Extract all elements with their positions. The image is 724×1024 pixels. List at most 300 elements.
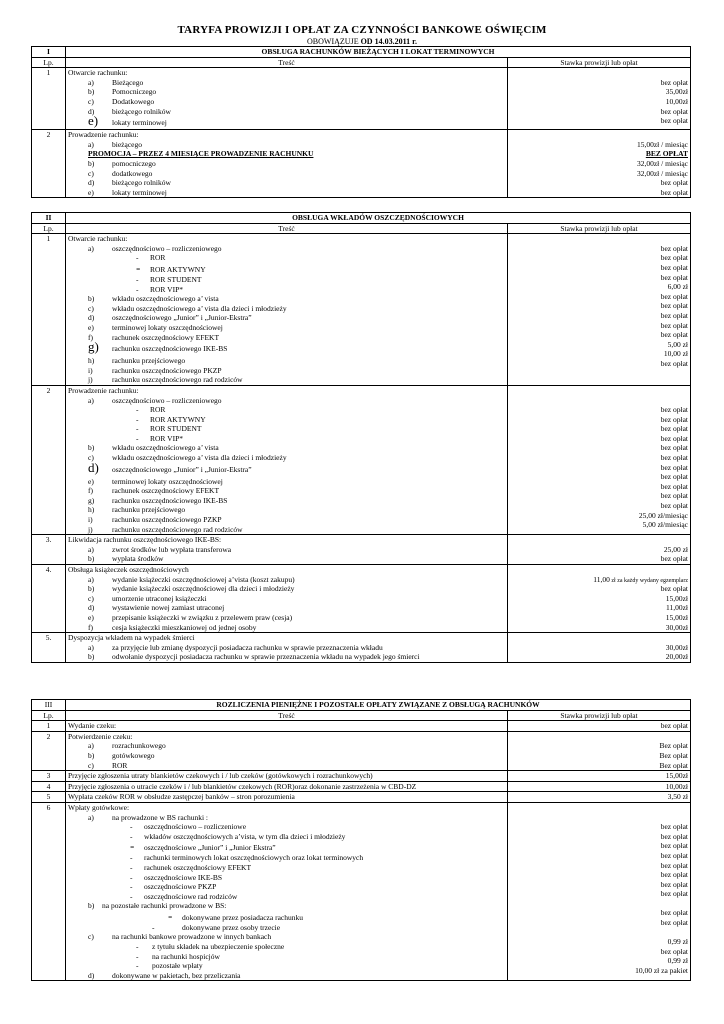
text-cell: c) <box>88 168 94 178</box>
text-cell: bez opłat <box>660 106 688 116</box>
text-cell: 5,00 zł/miesiąc <box>642 520 688 530</box>
text-cell: c) <box>88 303 94 313</box>
text-line <box>68 901 505 911</box>
section-number: III <box>32 700 66 711</box>
text-cell: bez opłat <box>660 860 688 870</box>
text-cell: 6 <box>32 802 66 981</box>
text-cell: odwołanie dyspozycji posiadacza rachunku w sprawie przeznaczenia wkładu na wypadek jego śmierci <box>112 652 420 662</box>
text-cell: 0,99 zł <box>667 937 688 947</box>
text-line <box>68 554 505 564</box>
text-cell: bez opłat <box>660 946 688 956</box>
text-cell: - <box>136 942 139 952</box>
text-cell: bez opłat <box>660 116 688 126</box>
text-cell: bez opłat <box>660 310 688 320</box>
text-cell: bez opłat <box>660 481 688 491</box>
text-cell: d) <box>88 462 99 475</box>
text-cell: bez opłat <box>660 358 688 368</box>
text-line <box>68 923 505 933</box>
text-line <box>68 961 505 971</box>
text-line <box>68 741 505 751</box>
text-cell: b) <box>88 901 95 911</box>
text-cell: g) <box>88 342 99 355</box>
text-cell: bez opłat <box>660 918 688 928</box>
text-cell: rachunku przejściowego <box>112 356 186 366</box>
text-cell: bez opłat <box>660 501 688 511</box>
section-heading: OBSŁUGA RACHUNKÓW BIEŻĄCYCH I LOKAT TERMINOWYCH <box>66 47 691 58</box>
text-cell: Wydanie czeku: <box>66 721 508 732</box>
text-line <box>68 178 505 188</box>
text-cell: 32,00zł / miesiąc <box>636 158 688 168</box>
text-line <box>510 732 688 742</box>
text-cell: oszczędnościowego „Junior” i „Junior-Ekstra” <box>112 313 252 323</box>
text-cell: - <box>136 951 139 961</box>
text-cell: 6,00 zł <box>667 282 688 292</box>
text-line <box>68 294 505 304</box>
text-line <box>68 87 505 97</box>
text-line <box>68 841 505 853</box>
text-line <box>68 116 505 129</box>
text-cell: 4 <box>32 781 66 792</box>
text-cell: - <box>130 853 133 863</box>
promo-text: PROMOCJA – PRZEZ 4 MIESIĄCE PROWADZENIE RACHUNKU <box>88 149 314 159</box>
text-cell: 1 <box>32 68 66 130</box>
text-cell: Potwierdzenie czeku: <box>68 731 133 741</box>
text-cell: - <box>136 284 139 294</box>
text-cell: bez opłat <box>660 453 688 463</box>
text-cell: ROR <box>150 405 166 415</box>
text-cell: - <box>136 405 139 415</box>
text-cell: 0,99 zł <box>667 956 688 966</box>
text-cell: 20,00zł <box>665 652 688 662</box>
text-line <box>68 515 505 525</box>
text-cell: bez opłat <box>660 889 688 899</box>
text-cell: Bez opłat <box>659 741 688 751</box>
text-cell: oszczędnościowego „Junior” i „Junior-Ekstra” <box>112 464 252 474</box>
text-line <box>510 803 688 813</box>
text-cell: bez opłat <box>660 301 688 311</box>
text-cell: - <box>130 831 133 841</box>
table-row <box>32 565 691 633</box>
text-cell: terminowej lokaty oszczędnościowej <box>112 476 223 486</box>
text-cell: Wypłata czeków ROR w obsłudze zastępczej banków – stron porozumienia <box>66 792 508 803</box>
text-cell: e) <box>88 612 94 622</box>
text-cell: - <box>130 822 133 832</box>
text-cell: 15,00zł / miesiąc <box>636 139 688 149</box>
text-cell: wkładu oszczędnościowego a’ vista <box>112 294 219 304</box>
text-line <box>68 505 505 515</box>
text-cell: rachunku oszczędnościowego rad rodziców <box>112 524 243 534</box>
text-cell: 2 <box>32 385 66 534</box>
text-cell: gotówkowego <box>112 750 155 760</box>
text-line <box>68 405 505 415</box>
text-cell: pozostałe wpłaty <box>152 961 203 971</box>
text-line <box>68 575 505 585</box>
text-line <box>68 366 505 376</box>
text-cell: bez opłat <box>660 405 688 415</box>
text-cell: wypłata środków <box>112 554 164 564</box>
text-cell: b) <box>88 750 95 760</box>
text-cell: j) <box>88 524 93 534</box>
text-cell: lokaty terminowej <box>112 187 167 197</box>
section-number: II <box>32 213 66 224</box>
text-line <box>68 863 505 873</box>
text-cell: 5,00 zł <box>667 339 688 349</box>
text-cell: cesja książeczki mieszkaniowej od jednej osoby <box>112 622 257 632</box>
text-cell: 5 <box>32 792 66 803</box>
table-row <box>32 633 691 663</box>
text-cell: rachunku oszczędnościowego IKE-BS <box>112 495 228 505</box>
text-cell: 10,00zł <box>508 781 691 792</box>
text-line <box>510 234 688 244</box>
text-line <box>510 565 688 575</box>
text-cell: bez opłat <box>660 850 688 860</box>
text-cell: wkładu oszczędnościowego a’ vista dla dzieci i młodzieży <box>112 453 287 463</box>
text-cell: rachunku oszczędnościowego rad rodziców <box>112 375 243 385</box>
text-cell: a) <box>88 243 94 253</box>
text-line <box>68 832 505 842</box>
text-cell: f) <box>88 332 93 342</box>
text-line <box>68 333 505 343</box>
section-1-table <box>31 46 691 198</box>
text-cell: a) <box>88 544 94 554</box>
text-cell: - <box>130 862 133 872</box>
text-cell: h) <box>88 356 95 366</box>
text-line <box>68 751 505 761</box>
text-cell: Dodatkowego <box>112 96 155 106</box>
text-cell: g) <box>88 495 95 505</box>
text-line <box>68 463 505 477</box>
text-cell: oszczędnościowe PKZP <box>144 882 217 892</box>
text-cell: i) <box>88 515 93 525</box>
text-line <box>510 130 688 140</box>
text-cell: 4. <box>32 565 66 633</box>
text-cell: e) <box>88 322 94 332</box>
text-cell: bez opłat <box>660 424 688 434</box>
text-line <box>68 822 505 832</box>
text-line <box>68 169 505 179</box>
table-row <box>32 535 691 565</box>
text-cell: e) <box>88 116 99 129</box>
text-cell: bez opłat <box>660 187 688 197</box>
text-line <box>68 244 505 254</box>
text-line <box>510 396 688 406</box>
text-line <box>68 263 505 275</box>
table-row <box>32 781 691 792</box>
text-cell: a) <box>88 395 94 405</box>
text-cell: - <box>136 433 139 443</box>
text-line <box>510 813 688 823</box>
text-cell: d) <box>88 603 95 613</box>
text-cell: 25,00 zł/miesiąc <box>638 510 688 520</box>
text-line <box>68 415 505 425</box>
text-cell: dodatkowego <box>112 168 153 178</box>
text-cell: 35,00zł <box>665 87 688 97</box>
text-line <box>68 853 505 863</box>
text-cell: c) <box>88 96 94 106</box>
text-line <box>510 535 688 545</box>
text-line <box>510 633 688 643</box>
text-cell: na rachunki bankowe prowadzone w innych bankach <box>112 932 272 942</box>
text-line <box>68 159 505 169</box>
text-cell: bieżącego rolników <box>112 178 171 188</box>
text-cell: b) <box>88 652 95 662</box>
text-cell: dokonywane przez osoby trzecie <box>182 922 281 932</box>
text-cell: - <box>136 262 141 275</box>
text-line <box>68 97 505 107</box>
text-line <box>68 486 505 496</box>
text-cell: c) <box>88 760 94 770</box>
text-line <box>510 928 688 938</box>
text-cell: wydanie książeczki oszczędnościowej dla dzieci i młodzieży <box>112 584 295 594</box>
text-cell: wystawienie nowej zamiast utraconej <box>112 603 225 613</box>
text-cell: bez opłat <box>660 262 688 272</box>
text-cell: Prowadzenie rachunku: <box>68 130 139 140</box>
text-cell: na pozostałe rachunki prowadzone w BS: <box>102 901 227 911</box>
text-cell: Bieżącego <box>112 77 144 87</box>
text-cell: c) <box>88 453 94 463</box>
text-cell: wkładu oszczędnościowego a’ vista <box>112 443 219 453</box>
text-cell: - <box>130 882 133 892</box>
text-cell: na prowadzone w BS rachunki : <box>112 812 209 822</box>
text-line <box>68 594 505 604</box>
text-cell: bez opłat <box>660 330 688 340</box>
text-line <box>68 545 505 555</box>
column-lp: Lp. <box>32 57 66 68</box>
text-cell: bez opłat <box>660 291 688 301</box>
text-line <box>68 313 505 323</box>
text-cell: oszczędnościowe IKE-BS <box>144 872 223 882</box>
text-cell: bez opłat <box>660 584 688 594</box>
text-line <box>68 253 505 263</box>
text-cell: rachunki terminowych lokat oszczędnościowych oraz lokat terminowych <box>144 853 364 863</box>
text-cell: zwrot środków lub wypłata transferowa <box>112 544 232 554</box>
text-line <box>68 424 505 434</box>
text-cell: d) <box>88 970 95 980</box>
text-cell: rachunek oszczędnościowy EFEKT <box>112 486 220 496</box>
column-stawka: Stawka prowizji lub opłat <box>508 710 691 721</box>
promo-value: BEZ OPŁAT <box>645 149 688 159</box>
text-cell: 10,00zł <box>665 96 688 106</box>
text-cell: b) <box>88 87 95 97</box>
text-cell: Bez opłat <box>659 760 688 770</box>
table-row <box>32 721 691 732</box>
column-tresc: Treść <box>66 710 508 721</box>
text-line <box>68 140 505 150</box>
text-cell: Likwidacja rachunku oszczędnościowego IKE-BS: <box>68 535 222 545</box>
text-cell: c) <box>88 932 94 942</box>
table-row <box>32 792 691 803</box>
text-cell: rachunku oszczędnościowego PKZP <box>112 365 222 375</box>
text-line <box>68 623 505 633</box>
text-cell: - <box>168 910 173 923</box>
text-cell: f) <box>88 486 93 496</box>
text-cell: Dyspozycja wkładem na wypadek śmierci <box>68 633 195 643</box>
text-cell: 25,00 zł <box>663 544 688 554</box>
text-cell: Wpłaty gotówkowe: <box>68 802 130 812</box>
section-heading: ROZLICZENIA PIENIĘŻNE I POZOSTAŁE OPŁATY ZWIĄZANE Z OBSŁUGĄ RACHUNKÓW <box>66 700 691 711</box>
text-line <box>510 575 688 585</box>
table-row <box>32 68 691 130</box>
text-cell: d) <box>88 178 95 188</box>
text-line <box>68 652 505 662</box>
text-cell: 1 <box>32 721 66 732</box>
column-tresc: Treść <box>66 223 508 234</box>
text-cell: ROR AKTYWNY <box>150 414 206 424</box>
text-cell: 5. <box>32 633 66 663</box>
text-cell: d) <box>88 313 95 323</box>
text-cell: a) <box>88 812 94 822</box>
text-cell: bez opłat <box>660 414 688 424</box>
text-cell: bez opłat <box>660 462 688 472</box>
text-cell: ROR <box>150 253 166 263</box>
column-stawka: Stawka prowizji lub opłat <box>508 57 691 68</box>
text-cell: ROR STUDENT <box>150 274 202 284</box>
text-cell: rozrachunkowego <box>112 741 166 751</box>
text-line <box>68 892 505 902</box>
text-line <box>68 971 505 981</box>
table-row <box>32 234 691 386</box>
text-cell: Obsługa książeczek oszczędnościowych <box>68 565 189 574</box>
text-cell: 2 <box>32 130 66 198</box>
text-cell: OBOWIĄZUJE <box>307 37 361 46</box>
text-cell: bez opłat <box>660 822 688 832</box>
text-cell: bez opłat <box>660 253 688 263</box>
text-cell: bez opłat <box>660 178 688 188</box>
text-cell: e) <box>88 476 94 486</box>
text-cell: h) <box>88 505 95 515</box>
text-line <box>510 386 688 396</box>
text-line <box>68 761 505 771</box>
text-line <box>68 275 505 285</box>
text-cell: - <box>136 414 139 424</box>
text-cell: 10,00 zł <box>663 349 688 359</box>
text-cell: pomocniczego <box>112 158 156 168</box>
text-cell: Prowadzenie rachunku: <box>68 385 139 395</box>
text-cell: oszczędnościowe rad rodziców <box>144 891 238 901</box>
text-cell: oszczędnościowo – rozliczeniowego <box>112 395 222 405</box>
text-line <box>68 342 505 356</box>
text-cell: rachunku oszczędnościowego PZKP <box>112 515 222 525</box>
text-cell: 32,00zł / miesiąc <box>636 168 688 178</box>
text-cell: bez opłat <box>660 77 688 87</box>
text-line <box>68 496 505 506</box>
text-cell: b) <box>88 554 95 564</box>
text-cell: - <box>136 253 139 263</box>
text-cell: bez opłat <box>660 443 688 453</box>
column-lp: Lp. <box>32 710 66 721</box>
text-cell: Przyjęcie zgłoszenia o utracie czeków i / lub blankietów czekowych (ROR)oraz dokonanie zastrzeżenia w CBD-DZ <box>66 781 508 792</box>
text-line <box>68 285 505 295</box>
text-cell: 15,00zł <box>665 612 688 622</box>
text-cell: - <box>136 424 139 434</box>
text-cell: terminowej lokaty oszczędnościowej <box>112 322 223 332</box>
document-title: TARYFA PROWIZJI I OPŁAT ZA CZYNNOŚCI BANKOWE OŚWIĘCIM <box>177 24 547 36</box>
table-row <box>32 731 691 770</box>
text-cell: lokaty terminowej <box>112 118 167 128</box>
text-cell: 30,00zł <box>665 622 688 632</box>
text-cell: dokonywane w pakietach, bez przeliczania <box>112 970 241 980</box>
column-tresc: Treść <box>66 57 508 68</box>
text-line <box>68 188 505 198</box>
text-line <box>68 932 505 942</box>
text-line <box>510 68 688 78</box>
text-cell: OD 14.03.2011 r. <box>360 37 417 46</box>
text-cell: bez opłat <box>660 320 688 330</box>
text-cell: b) <box>88 443 95 453</box>
text-cell: - <box>130 891 133 901</box>
text-cell: z tytułu składek na ubezpieczenie społeczne <box>152 942 285 952</box>
text-cell: ROR VIP* <box>150 433 183 443</box>
text-cell: bez opłat <box>660 879 688 889</box>
text-line <box>68 356 505 366</box>
text-cell: rachunku oszczędnościowego IKE-BS <box>112 344 228 354</box>
text-cell: d) <box>88 106 95 116</box>
text-line <box>68 453 505 463</box>
text-line <box>68 323 505 333</box>
text-cell: zł za każdy wydany egzemplarz <box>609 577 688 584</box>
text-cell: - <box>130 872 133 882</box>
text-line <box>68 375 505 385</box>
text-line <box>68 952 505 962</box>
text-cell: Pomocniczego <box>112 87 157 97</box>
text-cell: 11,00zł <box>665 603 688 613</box>
text-line <box>68 443 505 453</box>
text-cell: e) <box>88 187 94 197</box>
text-cell: 15,00zł <box>665 593 688 603</box>
text-cell: na rachunki hospicjów <box>152 951 220 961</box>
text-cell: bez opłat <box>660 831 688 841</box>
text-cell: dokonywane przez posiadacza rachunku <box>182 912 303 922</box>
text-cell: rachunku przejściowego <box>112 505 186 515</box>
text-cell: a) <box>88 574 94 584</box>
text-cell: - <box>136 274 139 284</box>
text-cell: oszczędnościowo – rozliczeniowe <box>144 822 247 832</box>
text-cell: ROR AKTYWNY <box>150 264 206 274</box>
text-line <box>68 643 505 653</box>
text-line <box>68 873 505 883</box>
text-cell: bez opłat <box>660 554 688 564</box>
text-cell: bez opłat <box>660 472 688 482</box>
text-cell: bez opłat <box>660 243 688 253</box>
section-3-table <box>31 699 691 981</box>
column-stawka: Stawka prowizji lub opłat <box>508 223 691 234</box>
text-cell: wkładu oszczędnościowego a’ vista dla dzieci i młodzieży <box>112 303 287 313</box>
text-cell: rachunek oszczędnościowy EFEKT <box>144 862 252 872</box>
text-cell: ROR <box>112 760 128 770</box>
text-cell: f) <box>88 622 93 632</box>
text-cell: a) <box>88 139 94 149</box>
text-cell: - <box>152 922 155 932</box>
text-cell: bez opłat <box>660 491 688 501</box>
text-cell: 3 <box>32 771 66 782</box>
text-cell: 11,00 <box>593 574 610 584</box>
text-cell: umorzenie utraconej książeczki <box>112 593 207 603</box>
text-line <box>68 525 505 535</box>
text-cell: 15,00zł <box>508 771 691 782</box>
text-cell: 3. <box>32 535 66 565</box>
text-cell: bieżącego rolników <box>112 106 171 116</box>
text-cell: a) <box>88 642 94 652</box>
text-cell: bez opłat <box>508 721 691 732</box>
table-row <box>32 130 691 198</box>
validity-date <box>0 37 724 46</box>
text-cell: oszczędnościowe „Junior” i „Junior Ekstra” <box>144 843 276 853</box>
text-cell: ROR VIP* <box>150 284 183 294</box>
text-cell: Przyjęcie zgłoszenia utraty blankietów czekowych i / lub czeków (gotówkowych i rozrachunkowych) <box>66 771 508 782</box>
text-cell: ROR STUDENT <box>150 424 202 434</box>
text-cell: bez opłat <box>660 841 688 851</box>
text-cell: bez opłat <box>660 870 688 880</box>
